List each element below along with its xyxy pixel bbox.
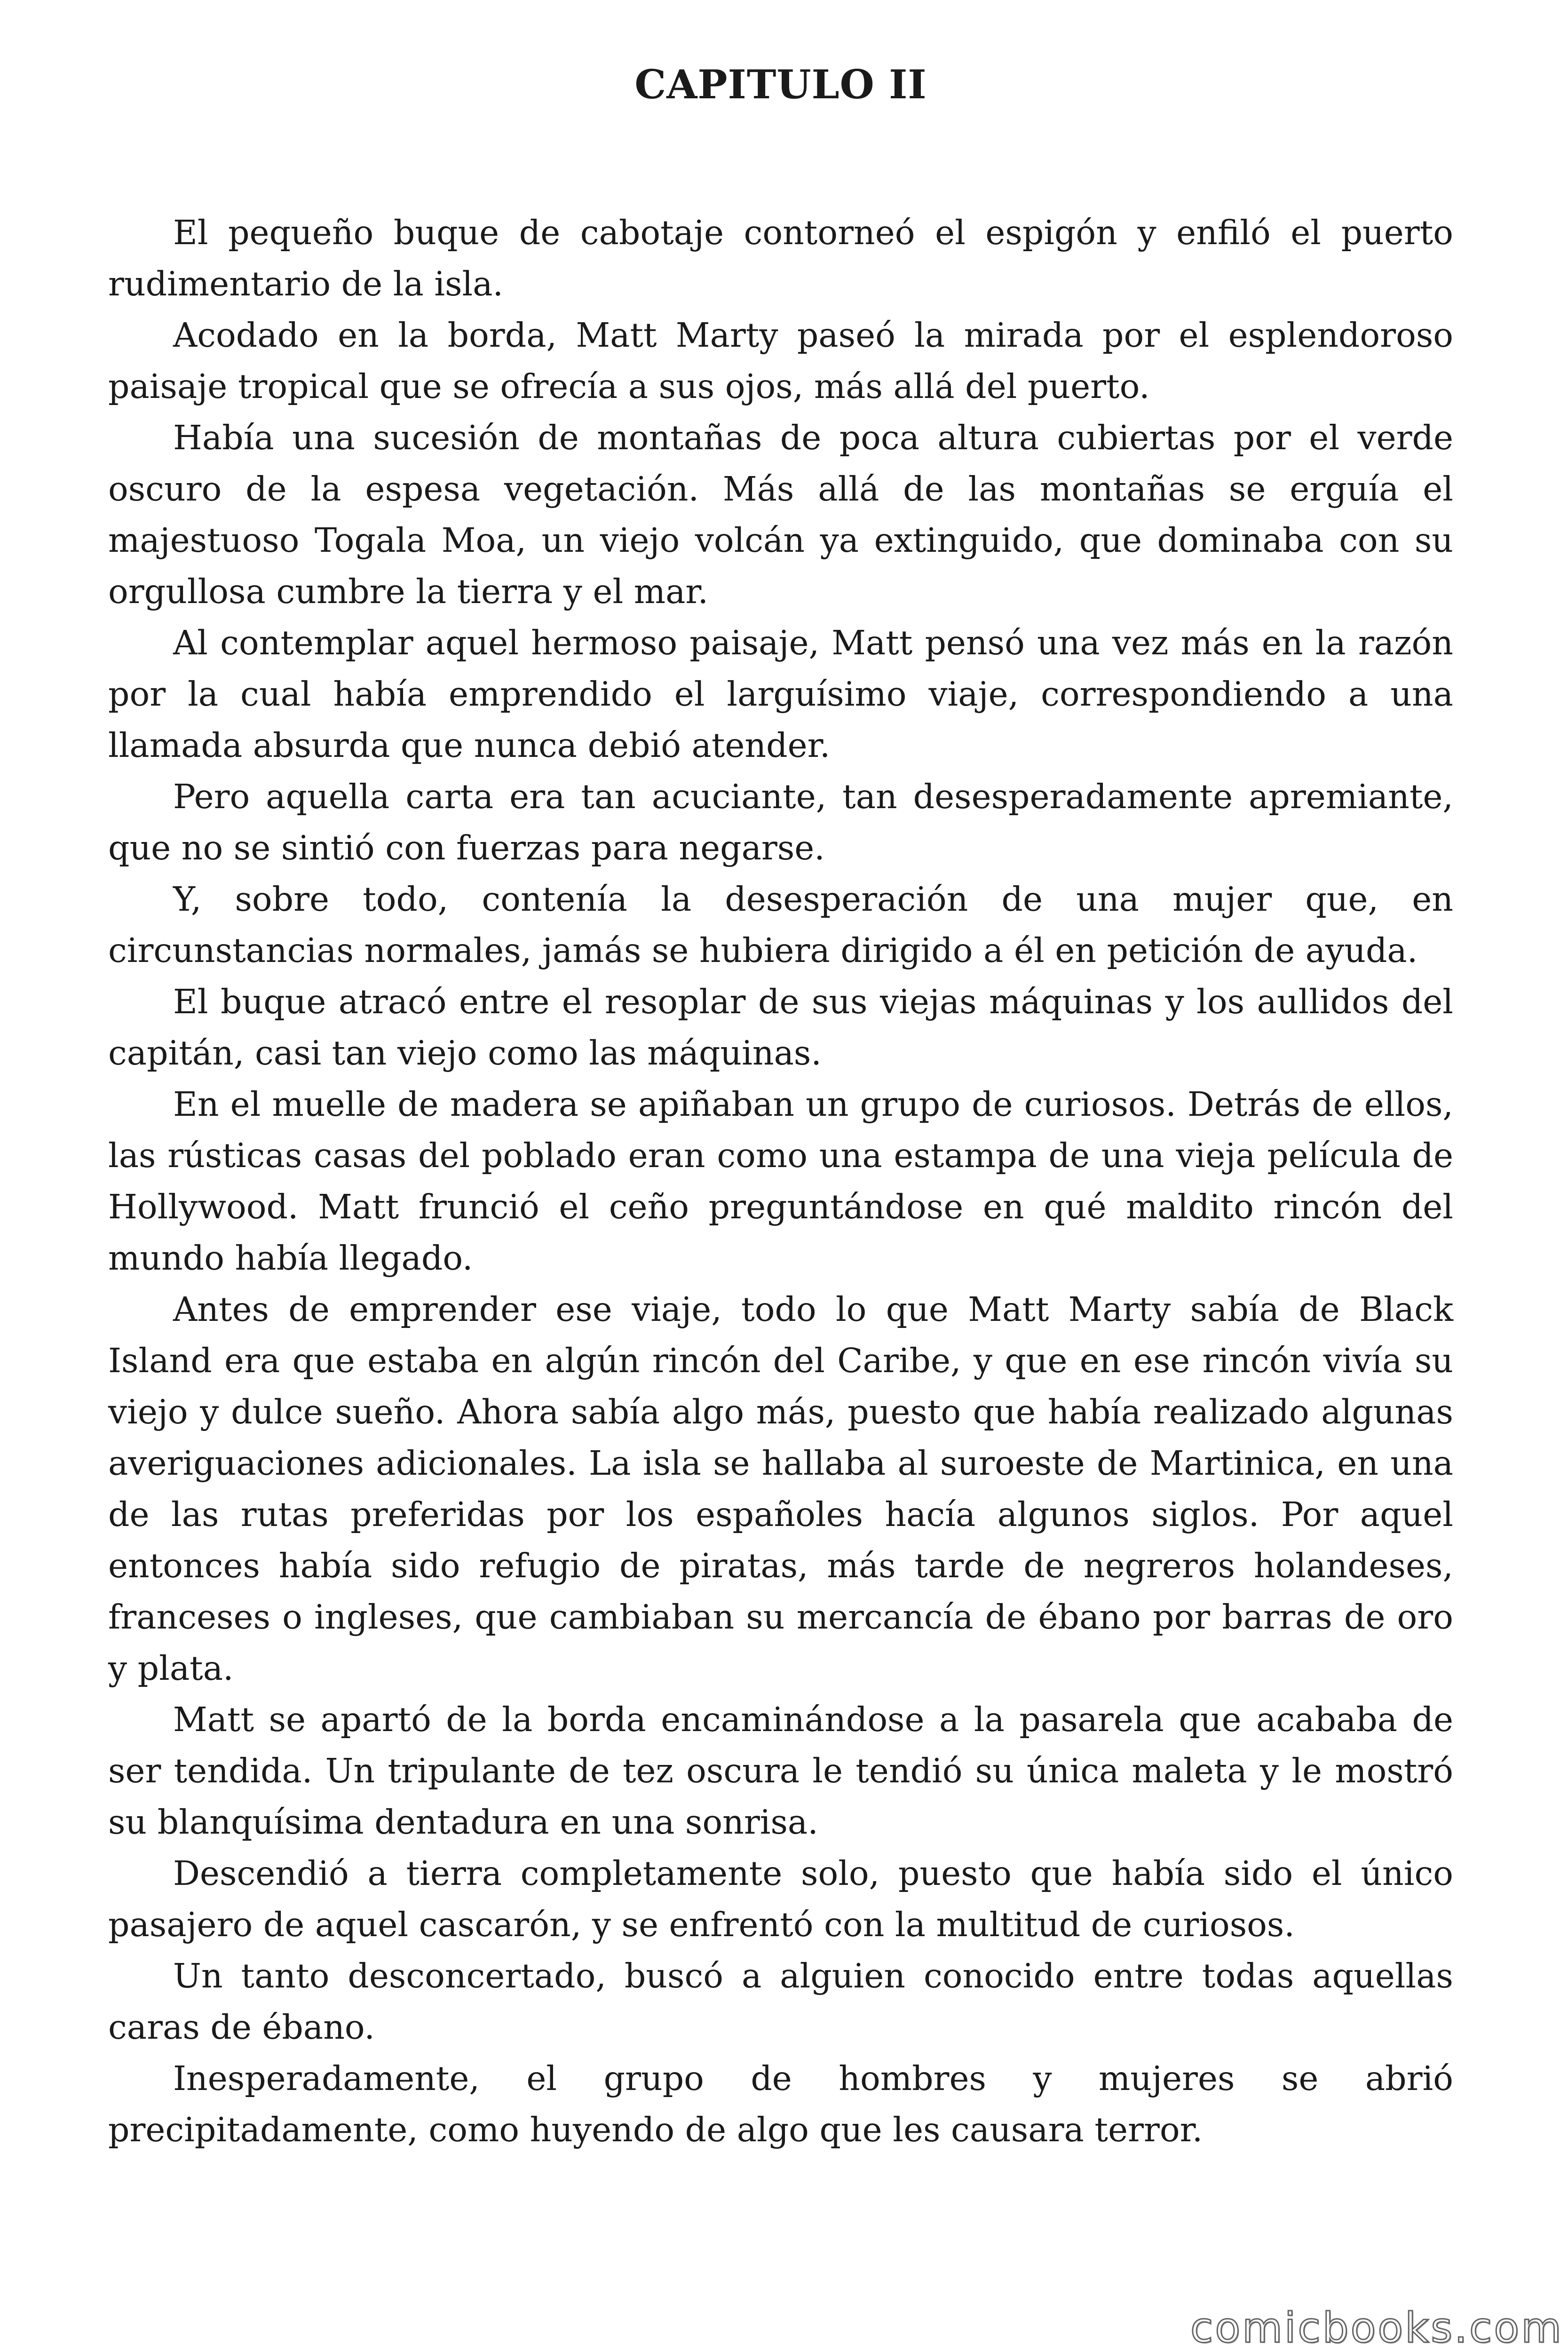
- chapter-title: CAPITULO II: [634, 61, 927, 108]
- chapter-body: [108, 207, 1453, 2155]
- paragraph: Al contemplar aquel hermoso paisaje, Matt pensó una vez más en la razón por la cual había emprendido el larguísimo viaje, correspondiendo a una llamada absurda que nunca debió atender.: [108, 623, 1453, 765]
- book-page: [108, 56, 1453, 2305]
- paragraph: Acodado en la borda, Matt Marty paseó la mirada por el esplendoroso paisaje tropical que se ofrecía a sus ojos, más allá del puerto.: [108, 316, 1453, 406]
- paragraph: Y, sobre todo, contenía la desesperación de una mujer que, en circunstancias normales, jamás se hubiera dirigido a él en petición de ayuda.: [108, 880, 1453, 970]
- paragraph: Antes de emprender ese viaje, todo lo que Matt Marty sabía de Black Island era que estaba en algún rincón del Caribe, y que en ese rincón vivía su viejo y dulce sueño. Ahora sabía algo más, puesto que había realizado algunas averiguaciones adicionales. La isla se hallaba al suroeste de Martinica, en una de las rutas preferidas por los españoles hacía algunos siglos. Por aquel entonces había sido refugio de piratas, más tarde de negreros holandeses, franceses o ingleses, que cambiaban su mercancía de ébano por barras de oro y plata.: [108, 1290, 1453, 1688]
- paragraph: Matt se apartó de la borda encaminándose a la pasarela que acababa de ser tendida. Un tripulante de tez oscura le tendió su única maleta y le mostró su blanquísima dentadura en una sonrisa.: [108, 1700, 1453, 1842]
- paragraph: El pequeño buque de cabotaje contorneó el espigón y enfiló el puerto rudimentario de la isla.: [108, 213, 1453, 303]
- paragraph: El buque atracó entre el resoplar de sus viejas máquinas y los aullidos del capitán, casi tan viejo como las máquinas.: [108, 982, 1453, 1073]
- paragraph: Había una sucesión de montañas de poca altura cubiertas por el verde oscuro de la espesa vegetación. Más allá de las montañas se erguía el majestuoso Togala Moa, un viejo volcán ya extinguido, que dominaba con su orgullosa cumbre la tierra y el mar.: [108, 418, 1453, 611]
- paragraph: Pero aquella carta era tan acuciante, tan desesperadamente apremiante, que no se sintió con fuerzas para negarse.: [108, 777, 1453, 867]
- paragraph: Un tanto desconcertado, buscó a alguien conocido entre todas aquellas caras de ébano.: [108, 1956, 1453, 2047]
- paragraph: Descendió a tierra completamente solo, puesto que había sido el único pasajero de aquel cascarón, y se enfrentó con la multitud de curiosos.: [108, 1854, 1453, 1944]
- watermark: comicbooks.com: [1190, 2304, 1563, 2352]
- paragraph: En el muelle de madera se apiñaban un grupo de curiosos. Detrás de ellos, las rústicas casas del poblado eran como una estampa de una vieja película de Hollywood. Matt frunció el ceño preguntándose en qué maldito rincón del mundo había llegado.: [108, 1085, 1453, 1278]
- paragraph: Inesperadamente, el grupo de hombres y mujeres se abrió precipitadamente, como huyendo de algo que les causara terror.: [108, 2059, 1453, 2149]
